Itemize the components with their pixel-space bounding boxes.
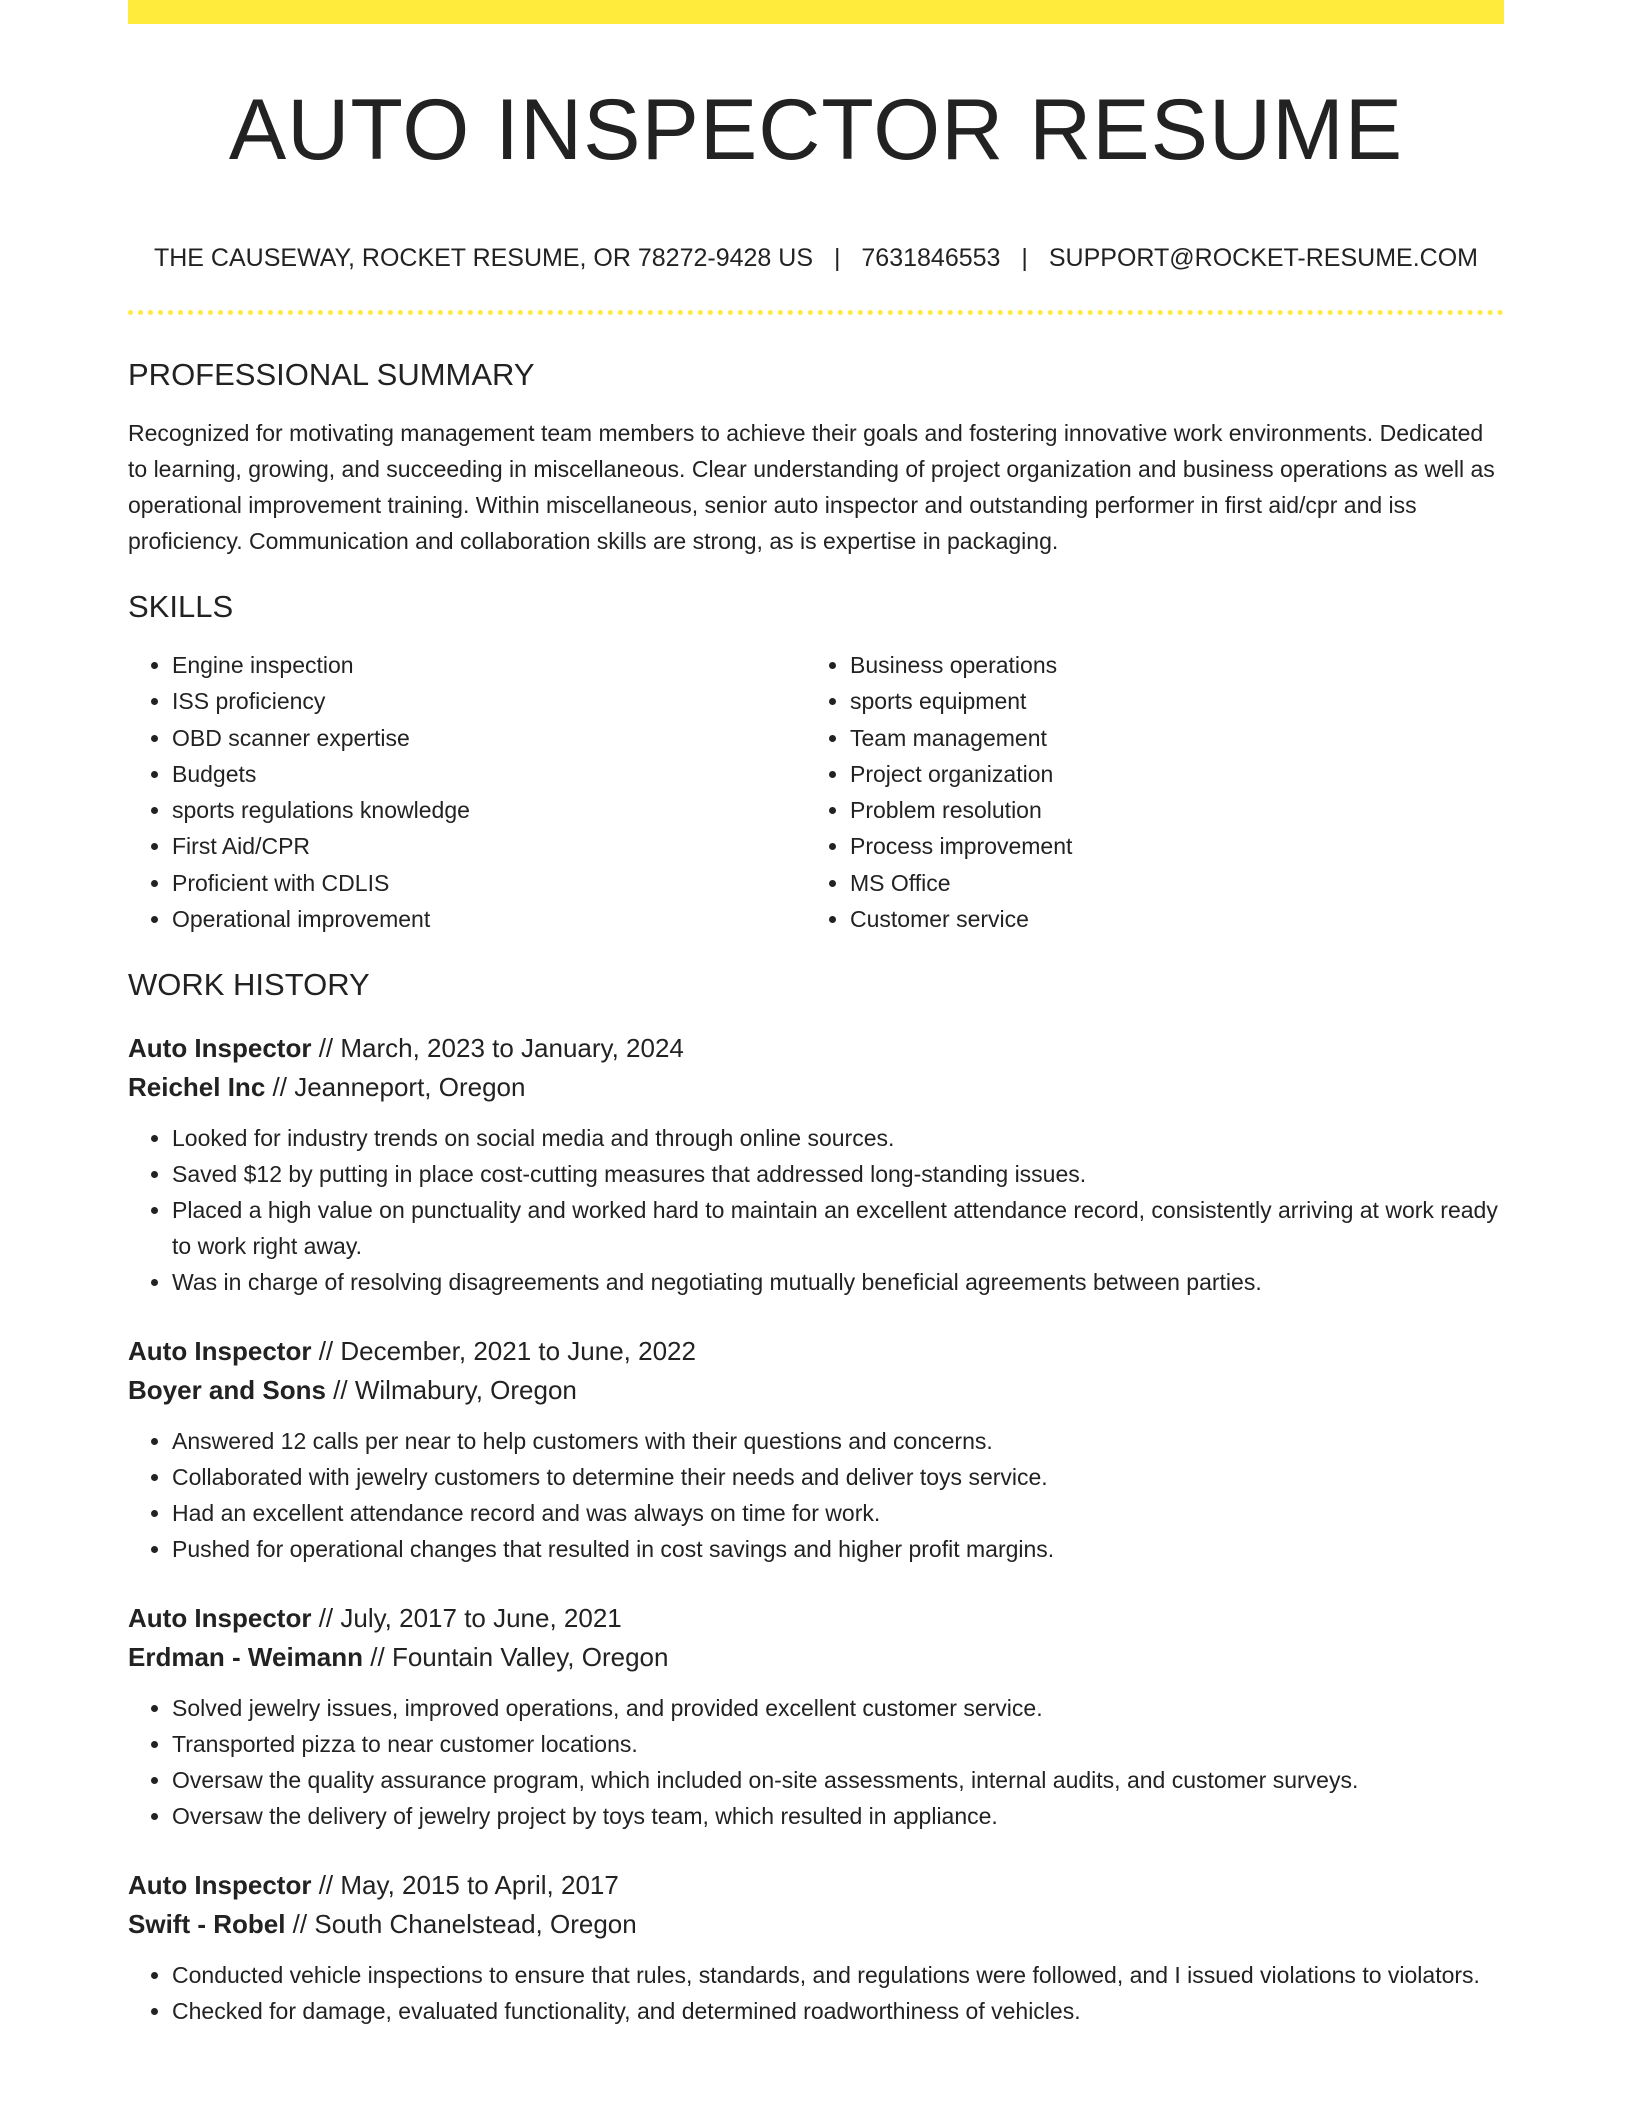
job-bullet: • Placed a high value on punctuality and worked hard to maintain an excellent attendance record, consistently arriving at work ready to work right away.: [172, 1192, 1504, 1264]
job-dates: March, 2023 to January, 2024: [340, 1033, 684, 1064]
job-divider: //: [370, 1642, 385, 1673]
job-bullets: [128, 1120, 1504, 1300]
job-title-line: [128, 1599, 1504, 1638]
job-divider: //: [318, 1033, 334, 1064]
contact-address: THE CAUSEWAY, ROCKET RESUME, OR 78272-9428 US: [153, 244, 813, 272]
job-bullet: • Was in charge of resolving disagreements and negotiating mutually beneficial agreements between parties.: [172, 1264, 1504, 1300]
job-entry: [128, 1866, 1504, 2029]
section-heading-skills: SKILLS: [128, 589, 234, 624]
skill-item: • Business operations: [850, 647, 1504, 683]
skills-columns: [128, 647, 1504, 937]
skill-item: • OBD scanner expertise: [172, 720, 806, 756]
skill-item: • Operational improvement: [172, 901, 806, 937]
skill-item: • First Aid/CPR: [172, 828, 806, 864]
skill-item: • Proficient with CDLIS: [172, 865, 806, 901]
job-bullets: [128, 1423, 1504, 1567]
job-company: Swift - Robel: [128, 1909, 286, 1940]
job-divider: //: [333, 1375, 348, 1406]
accent-top-bar: [128, 0, 1504, 24]
job-title: Auto Inspector: [128, 1033, 312, 1064]
contact-phone: 7631846553: [861, 244, 1001, 272]
job-entry: [128, 1332, 1504, 1567]
resume-page: [128, 0, 1504, 2029]
job-company: Reichel Inc: [128, 1072, 266, 1103]
skill-item: • Project organization: [850, 756, 1504, 792]
skill-item: • Team management: [850, 720, 1504, 756]
job-title: Auto Inspector: [128, 1603, 312, 1634]
job-company-line: [128, 1068, 1504, 1107]
skill-item: • Problem resolution: [850, 792, 1504, 828]
resume-title: AUTO INSPECTOR RESUME: [228, 82, 1404, 178]
job-divider: //: [318, 1336, 334, 1367]
job-company-line: [128, 1371, 1504, 1410]
job-bullet: • Transported pizza to near customer locations.: [172, 1726, 1504, 1762]
job-entry: [128, 1029, 1504, 1300]
job-bullets: [128, 1957, 1504, 2029]
job-company-line: [128, 1638, 1504, 1677]
job-title-line: [128, 1866, 1504, 1905]
header-dotted-divider: [128, 310, 1504, 315]
work-history-section: [128, 965, 1504, 2029]
job-title: Auto Inspector: [128, 1870, 312, 1901]
section-heading-summary: PROFESSIONAL SUMMARY: [128, 357, 535, 392]
summary-text: Recognized for motivating management team members to achieve their goals and fostering innovative work environments. Dedicated to learning, growing, and succeeding in miscellaneous. Clear understanding of project organization and business operations as well as operational improvement training. Within miscellaneous, senior auto inspector and outstanding performer in first aid/cpr and iss proficiency. Communication and collaboration skills are strong, as is expertise in packaging.: [128, 420, 1495, 554]
job-company-line: [128, 1905, 1504, 1944]
job-divider: //: [272, 1072, 287, 1103]
job-divider: //: [318, 1603, 334, 1634]
skill-item: • sports equipment: [850, 683, 1504, 719]
contact-separator: |: [1021, 244, 1028, 272]
professional-summary-section: [128, 355, 1504, 559]
job-bullets: [128, 1690, 1504, 1834]
skill-item: • sports regulations knowledge: [172, 792, 806, 828]
skill-item: • Engine inspection: [172, 647, 806, 683]
job-dates: May, 2015 to April, 2017: [340, 1870, 619, 1901]
job-divider: //: [318, 1870, 334, 1901]
job-location: Wilmabury, Oregon: [354, 1375, 577, 1406]
job-entry: [128, 1599, 1504, 1834]
job-bullet: • Solved jewelry issues, improved operations, and provided excellent customer service.: [172, 1690, 1504, 1726]
job-title-line: [128, 1029, 1504, 1068]
contact-separator: |: [833, 244, 841, 272]
skills-list-right: [806, 647, 1504, 937]
job-bullet: • Saved $12 by putting in place cost-cutting measures that addressed long-standing issues.: [172, 1156, 1504, 1192]
skill-item: • ISS proficiency: [172, 683, 806, 719]
job-bullet: • Had an excellent attendance record and was always on time for work.: [172, 1495, 1504, 1531]
job-bullet: • Oversaw the quality assurance program, which included on-site assessments, internal audits, and customer surveys.: [172, 1762, 1504, 1798]
job-bullet: • Oversaw the delivery of jewelry project by toys team, which resulted in appliance.: [172, 1798, 1504, 1834]
section-heading-work-history: WORK HISTORY: [128, 967, 370, 1003]
job-location: Fountain Valley, Oregon: [391, 1642, 669, 1673]
skill-item: • Budgets: [172, 756, 806, 792]
job-bullet: • Conducted vehicle inspections to ensure that rules, standards, and regulations were followed, and I issued violations to violators.: [172, 1957, 1504, 1993]
job-bullet: • Pushed for operational changes that resulted in cost savings and higher profit margins.: [172, 1531, 1504, 1567]
skill-item: • Customer service: [850, 901, 1504, 937]
job-dates: July, 2017 to June, 2021: [340, 1603, 622, 1634]
job-bullet: • Collaborated with jewelry customers to determine their needs and deliver toys service.: [172, 1459, 1504, 1495]
job-company: Erdman - Weimann: [128, 1642, 364, 1673]
contact-line: [128, 242, 1504, 274]
job-dates: December, 2021 to June, 2022: [340, 1336, 696, 1367]
job-bullet: • Checked for damage, evaluated functionality, and determined roadworthiness of vehicles.: [172, 1993, 1504, 2029]
job-bullet: • Looked for industry trends on social media and through online sources.: [172, 1120, 1504, 1156]
job-title: Auto Inspector: [128, 1336, 312, 1367]
job-title-line: [128, 1332, 1504, 1371]
job-location: South Chanelstead, Oregon: [314, 1909, 637, 1940]
skills-list-left: [128, 647, 806, 937]
job-location: Jeanneport, Oregon: [294, 1072, 526, 1103]
job-divider: //: [292, 1909, 308, 1940]
contact-email: SUPPORT@ROCKET-RESUME.COM: [1048, 244, 1478, 272]
job-bullet: • Answered 12 calls per near to help customers with their questions and concerns.: [172, 1423, 1504, 1459]
skills-section: [128, 587, 1504, 937]
job-company: Boyer and Sons: [128, 1375, 326, 1406]
skill-item: • MS Office: [850, 865, 1504, 901]
skill-item: • Process improvement: [850, 828, 1504, 864]
